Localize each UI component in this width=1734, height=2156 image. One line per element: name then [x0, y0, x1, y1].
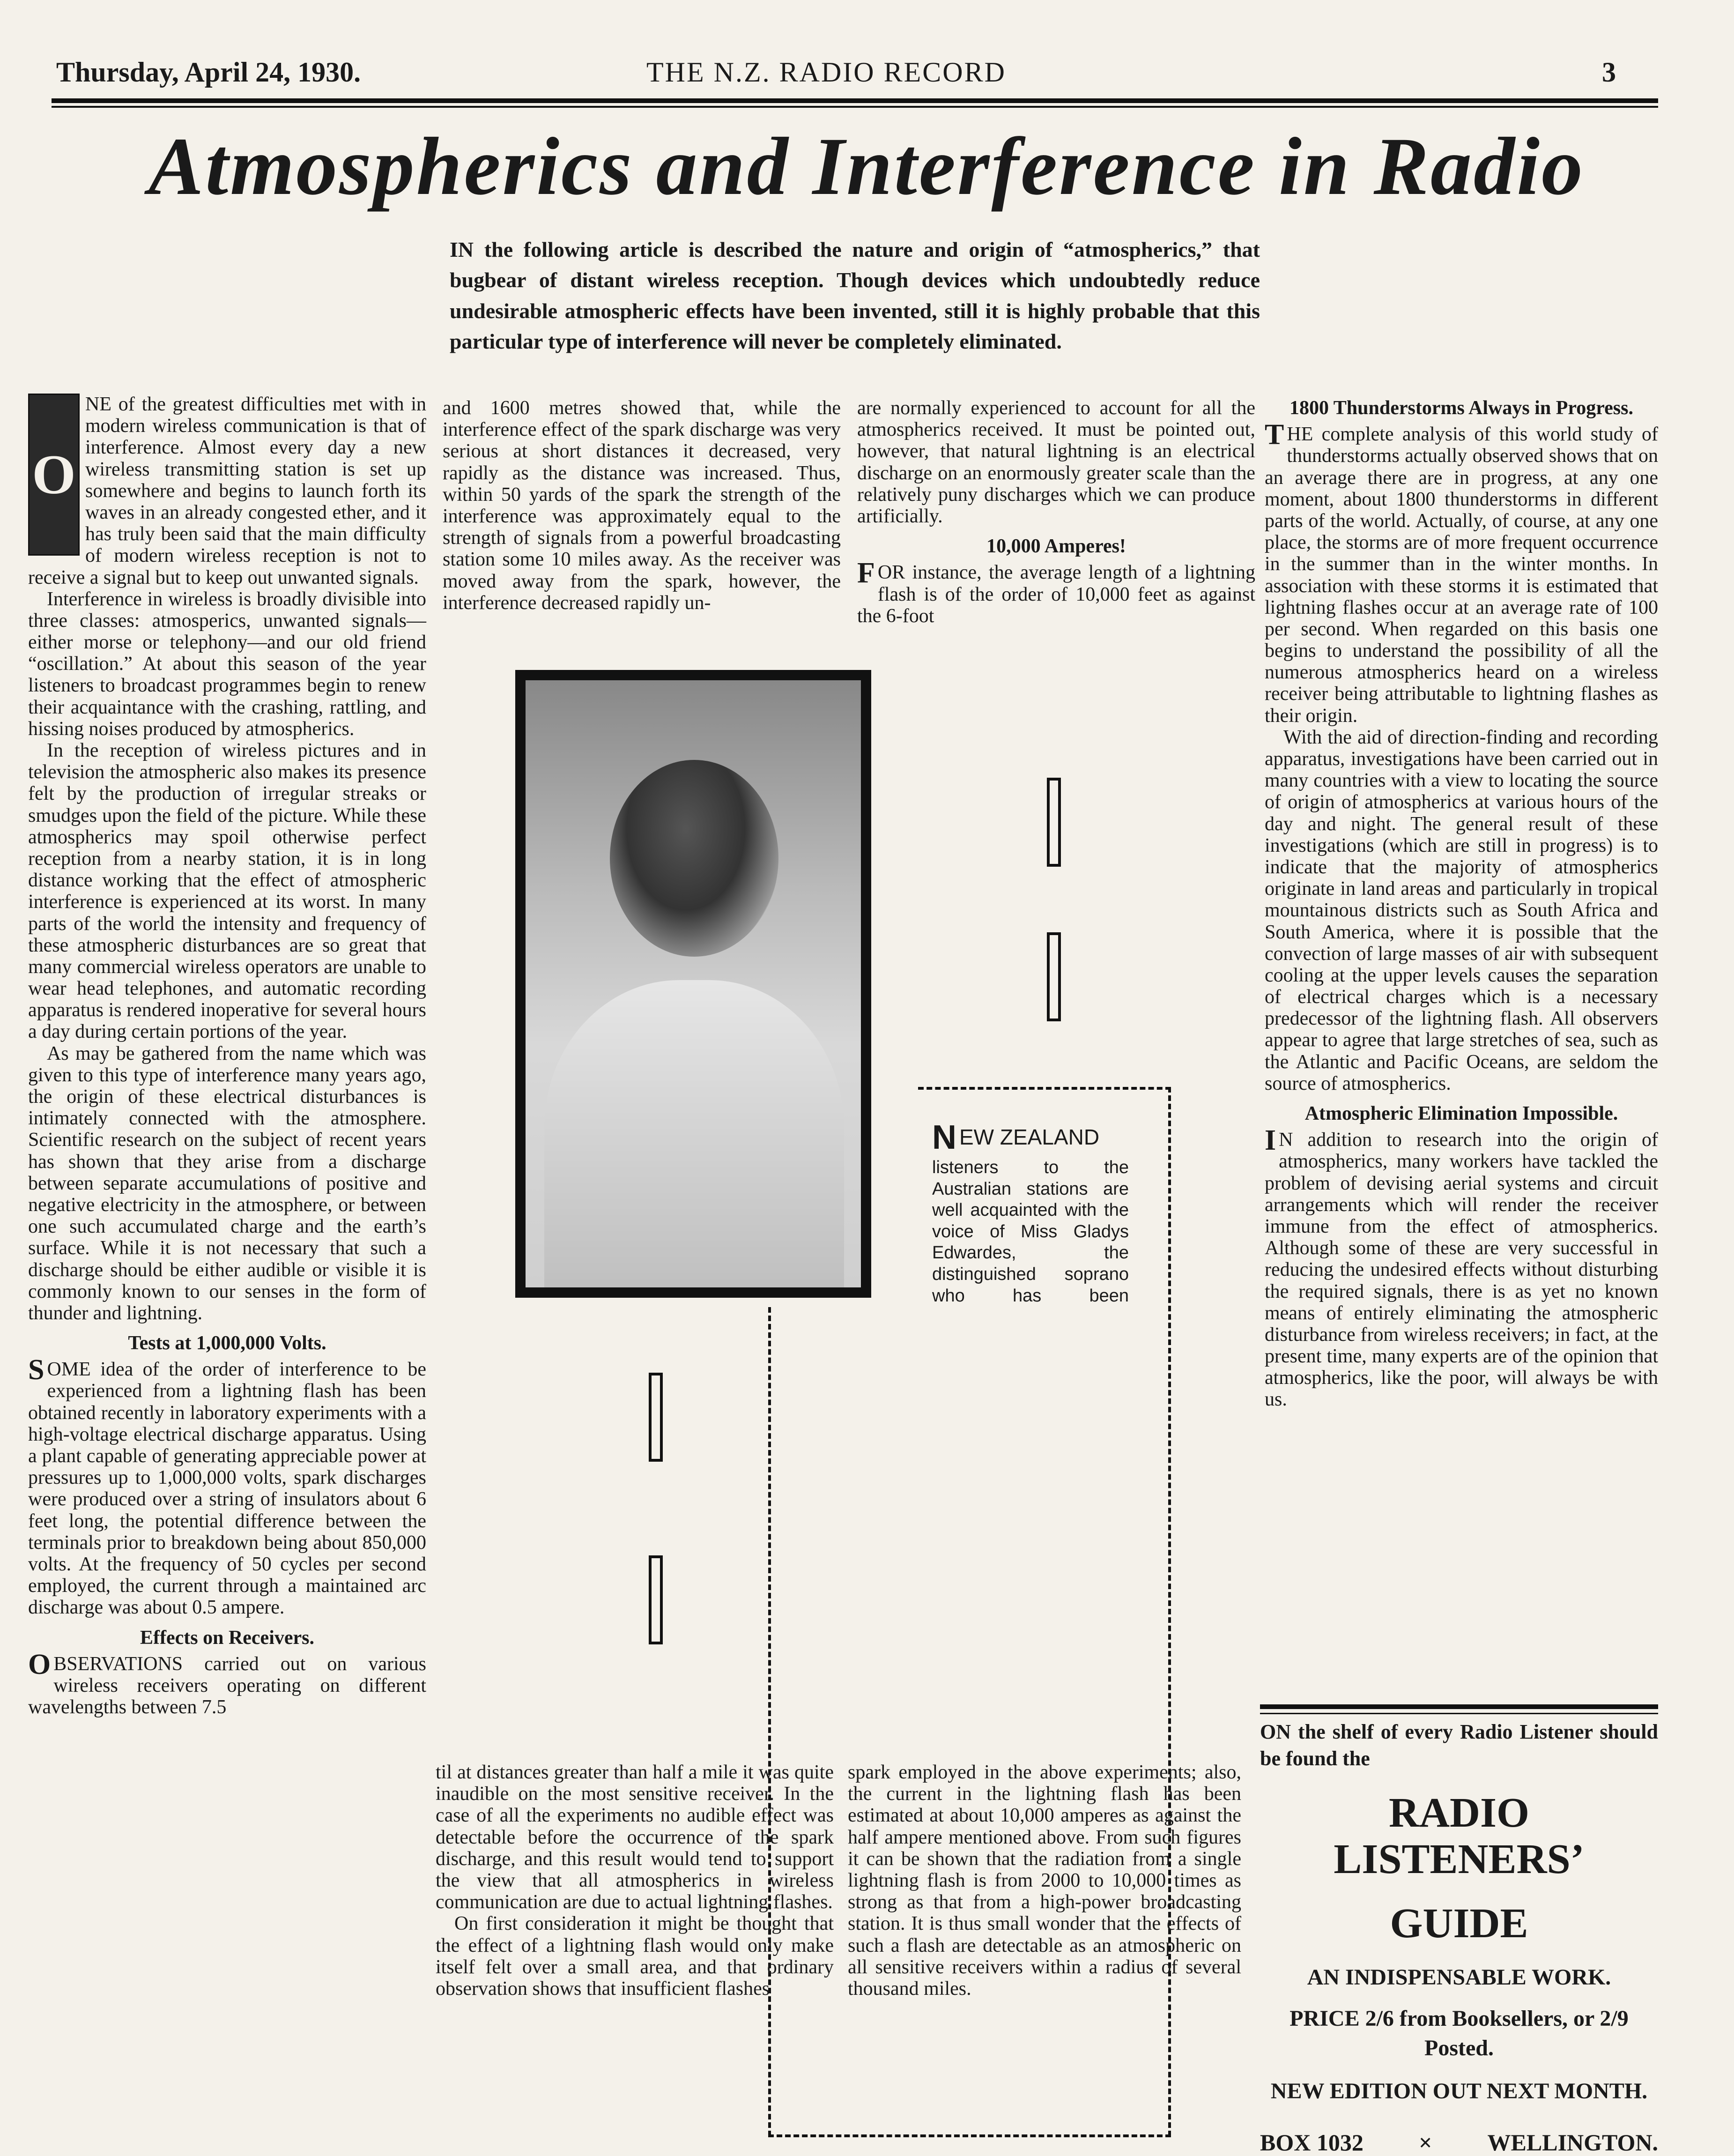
- dropcap: F: [857, 557, 875, 589]
- paragraph: and 1600 metres showed that, while the interference effect of the spark discharge was very serious at short distances it decreased, very rapidly as the distance was increased. Thus, within 50 yards of the spark the strength of the interference was approximately equal to the strength of signals from a powerful broadcasting station some 10 miles away. As the receiver was moved away from the spark, however, the interference decreased rapidly un-: [443, 397, 841, 614]
- dropcap: S: [28, 1354, 44, 1386]
- advert-tagline: AN INDISPENSABLE WORK.: [1307, 1965, 1611, 1990]
- boxout-text-top: [932, 1119, 1129, 1156]
- paragraph: With the aid of direction-finding and recording apparatus, investigations have been carried out in many countries with a view to locating the source of origin of atmospherics at various hours of the day and night. The general result of these investigations (which are still in progress) is to indicate that the majority of atmospherics originate in land areas and particularly in tropical mountainous districts such as South Africa and South America, where it is possible that the convection of large masses of air with subsequent cooling at the upper levels causes the separation of electrical charges which is a necessary predecessor of the lightning flash. All observers appear to agree that large stretches of sea, such as the Atlantic and Pacific Oceans, are seldom the source of atmospherics.: [1265, 726, 1658, 1094]
- paragraph: I N addition to research into the origin of atmospherics, many workers have tackled the problem of devising aerial systems and circuit arrangements which will render the receiver immune from the effect of atmospherics. Although some of these are very successful in reducing the undesired effects without disturbing the required signals, there is as yet no known means of entirely eliminating the atmospheric disturbance from wireless receivers; in fact, at the present time, many experts are of the opinion that atmospherics, like the poor, will always be with us.: [1265, 1124, 1658, 1411]
- advert-shelf-text: ON the shelf of every Radio Listener should be found the: [1260, 1720, 1658, 1770]
- paragraph: S OME idea of the order of interference to be experienced from a lightning flash has been obtained recently in laboratory experiments with a high-voltage electrical discharge apparatus. Using a plant capable of generating appreciable power at pressures up to 1,000,000 volts, spark discharges were produced over a string of insulators about 6 feet long, the potential difference between the terminals prior to breakdown being about 850,000 volts. At the frequency of 50 cycles per second employed, the current through a maintained arc discharge was about 0.5 ampere.: [28, 1354, 426, 1619]
- dropcap: I: [1265, 1124, 1276, 1157]
- masthead-rule-thin: [52, 106, 1658, 108]
- paragraph: T HE complete analysis of this world study of thunderstorms actually observed shows that on an average there are in progress, at any one moment, about 1800 thunderstorms in different parts of the world. Actually, of course, at any one place, the storms are of more frequent occurrence in the summer than in the winter months. In association with these storms it is estimated that lightning flashes occur at an average rate of 100 per second. When regarded on this basis one begins to understand the possibility of all the numerous atmospherics heard on a wireless receiver being attributable to lightning flashes as their origin.: [1265, 419, 1658, 727]
- paragraph: NE of the greatest difficulties met with in modern wireless communication is that of interference. Almost every day a new wireless transmitting station is set up somewhere and begins to launch forth its waves in an already congested ether, and it has truly been said that the main difficulty of modern wireless reception is not to receive a signal but to keep out unwanted signals.: [28, 394, 426, 588]
- advert-radio-listeners-guide: [1260, 1718, 1658, 2156]
- advert-separator: ×: [1418, 2129, 1432, 2156]
- column-4: [1265, 397, 1658, 1411]
- advert-title-line2: GUIDE: [1390, 1900, 1528, 1947]
- ornament-bracket: [1047, 932, 1061, 1021]
- advert-title-line1: RADIO LISTENERS’: [1334, 1790, 1585, 1883]
- advert-edition: NEW EDITION OUT NEXT MONTH.: [1270, 2079, 1648, 2104]
- subheading: 10,000 Amperes!: [986, 535, 1126, 558]
- ornament-bracket: [649, 1555, 663, 1644]
- boxout-text-lower: [796, 1307, 1138, 1710]
- subheading: 1800 Thunderstorms Always in Progress.: [1289, 397, 1633, 419]
- boxout-lead: EW ZEALAND: [959, 1125, 1100, 1149]
- article-headline: Atmospherics and Interference in Radio: [148, 121, 1585, 212]
- column-1: [28, 394, 426, 1718]
- column-2-top: [443, 397, 841, 614]
- advert-address: [1260, 2129, 1658, 2156]
- paragraph: are normally experienced to account for all the atmospherics received. It must be pointed out, however, that natural lightning is an electrical discharge on an enormously greater scale than the relatively puny discharges which we can produce artificially.: [857, 397, 1255, 527]
- dropcap: T: [1265, 419, 1284, 451]
- ornate-dropcap: O: [28, 394, 80, 556]
- article-intro: IN the following article is described the nature and origin of “atmospherics,” that bugbear of distant wireless reception. Though devices which undoubtedly reduce undesirable atmospheric effects have been invented, still it is highly probable that this particular type of interference will never be completely eliminated.: [450, 238, 1260, 353]
- column-3-bottom: [848, 1762, 1241, 2000]
- paragraph: til at distances greater than half a mile it was quite inaudible on the most sensitive receiver. In the case of all the experiments no audible effect was detectable before the occurrence of the spark discharge, and this result would tend to support the view that all atmospherics in wireless communication are due to actual lightning flashes.: [436, 1762, 834, 1913]
- column-3-top: [857, 397, 1255, 627]
- page-number: 3: [1602, 57, 1616, 88]
- boxout-border-top: [918, 1087, 1171, 1093]
- advert-rule: [1260, 1704, 1658, 1709]
- boxout-border-left: [768, 1307, 774, 2136]
- paragraph: O BSERVATIONS carried out on various wireless receivers operating on different wavelengths between 7.5: [28, 1648, 426, 1718]
- subheading: Tests at 1,000,000 Volts.: [128, 1332, 326, 1354]
- masthead-rule: [52, 98, 1658, 103]
- paragraph: F OR instance, the average length of a lightning flash is of the order of 10,000 feet as against the 6-foot: [857, 557, 1255, 627]
- portrait-photo: [515, 670, 871, 1298]
- publication-name: THE N.Z. RADIO RECORD: [646, 57, 1006, 88]
- paragraph: spark employed in the above experiments; also, the current in the lightning flash has been estimated at about 10,000 amperes as against the half ampere mentioned above. From such figures it can be shown that the radiation from a single lightning flash is from 2000 to 10,000 times as strong as that from a high-power broadcasting station. It is thus small wonder that the effects of such a flash are detectable as an atmospheric on all sensitive receivers within a radius of several thousand miles.: [848, 1762, 1241, 2000]
- advert-city: WELLINGTON.: [1487, 2129, 1658, 2156]
- paragraph: In the reception of wireless pictures and in television the atmospheric also makes its presence felt by the production of irregular streaks or smudges upon the field of the picture. While these atmospherics may spoil otherwise perfect reception from a nearby station, it is in long distance working that the effect of atmospheric interference is experienced at its worst. In many parts of the world the intensity and frequency of these atmospheric disturbances are so great that many commercial wireless operators are unable to wear head telephones, and automatic recording apparatus is rendered inoperative for several hours a day during certain portions of the year.: [28, 740, 426, 1043]
- ornament-bracket: [649, 1373, 663, 1462]
- paragraph: Interference in wireless is broadly divisible into three classes: atmosperics, unwanted signals—either morse or telephony—and our old friend “oscillation.” At about this season of the year listeners to broadcast programmes begin to renew their acquaintance with the crashing, rattling, and hissing noises produced by atmospherics.: [28, 588, 426, 740]
- ornament-bracket: [1047, 778, 1061, 867]
- paragraph: As may be gathered from the name which was given to this type of interference many years ago, the origin of these electrical disturbances is intimately connected with the atmosphere. Scientific research on the subject of recent years has shown that they arise from a discharge between separate accumulations of positive and negative electricity in the atmosphere, or between one such accumulated charge and the earth’s surface. While it is not necessary that such a discharge should be either audible or visible it is commonly known to our senses in the form of thunder and lightning.: [28, 1042, 426, 1324]
- boxout-text-upper: listeners to the Australian stations are well acquainted with the voice of Miss Gladys Edwardes, the distinguished soprano who has been: [932, 1158, 1129, 1306]
- paragraph: On first consideration it might be thought that the effect of a lightning flash would only make itself felt over a small area, and that ordinary observation shows that insufficient flashes: [436, 1913, 834, 2000]
- column-2-bottom: [436, 1762, 834, 2000]
- boxout-border-bottom: [768, 2134, 1171, 2140]
- advert-box: BOX 1032: [1260, 2129, 1363, 2156]
- subheading: Atmospheric Elimination Impossible.: [1304, 1103, 1618, 1124]
- advert-rule-thin: [1260, 1713, 1658, 1714]
- subheading: Effects on Receivers.: [140, 1627, 314, 1649]
- dropcap: O: [28, 1648, 51, 1680]
- advert-price: PRICE 2/6 from Booksellers, or 2/9 Posted.: [1289, 2006, 1629, 2060]
- dropcap: N: [932, 1119, 956, 1156]
- issue-date: Thursday, April 24, 1930.: [56, 57, 361, 88]
